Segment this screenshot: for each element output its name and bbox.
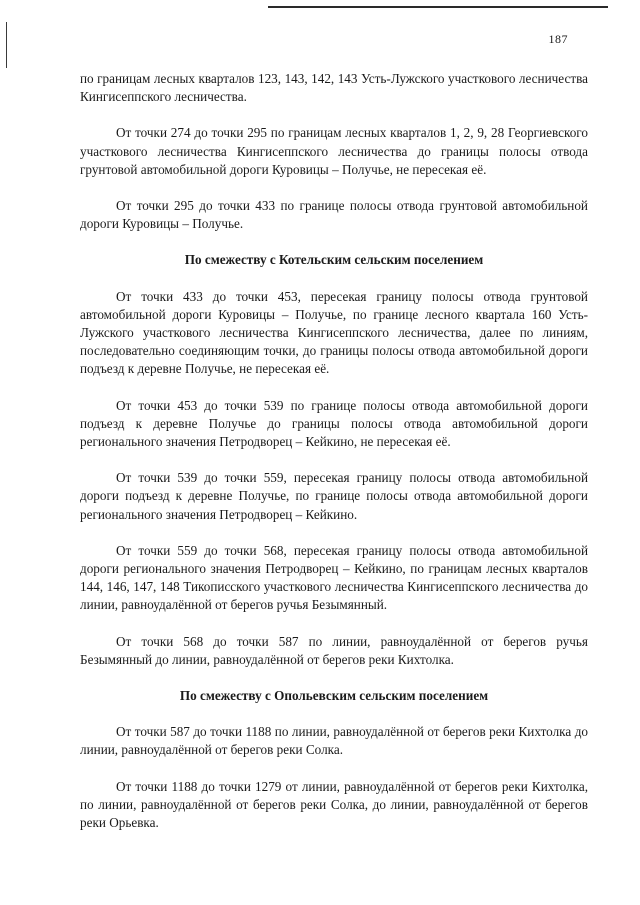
paragraph: От точки 295 до точки 433 по границе полосы отвода грунтовой автомобильной дороги Куровицы – Получье. [80, 198, 588, 232]
paragraph: по границам лесных кварталов 123, 143, 142, 143 Усть-Лужского участкового лесничества Кингисеппского лесничества. [80, 71, 588, 105]
section-heading: По смежеству с Опольевским сельским поселением [179, 688, 489, 704]
paragraph: От точки 587 до точки 1188 по линии, равноудалённой от берегов реки Кихтолка до линии, равноудалённой от берегов реки Солка. [80, 724, 588, 758]
scan-border-top [268, 6, 608, 8]
paragraph: От точки 1188 до точки 1279 от линии, равноудалённой от берегов реки Кихтолка, по линии, равноудалённой от берегов реки Солка, до линии, равноудалённой от берегов реки Орьевка. [80, 778, 588, 831]
scan-border-left [6, 22, 7, 68]
paragraph: От точки 274 до точки 295 по границам лесных кварталов 1, 2, 9, 28 Георгиевского участкового лесничества Кингисеппского лесничества до границы полосы отвода грунтовой автомобильной дороги Куровицы – Получье, не пересекая её. [80, 125, 588, 177]
paragraph: От точки 559 до точки 568, пересекая границу полосы отвода автомобильной дороги регионального значения Петродворец – Кейкино, по границам лесных кварталов 144, 146, 147, 148 Тикописского участкового лесничества Кингисеппского лесничества до линии, равноудалённой от берегов ручья Безымянный. [80, 542, 588, 613]
section-heading: По смежеству с Котельским сельским поселением [184, 252, 484, 268]
paragraph: От точки 568 до точки 587 по линии, равноудалённой от берегов ручья Безымянный до линии, равноудалённой от берегов реки Кихтолка. [80, 633, 588, 667]
paragraph: От точки 433 до точки 453, пересекая границу полосы отвода грунтовой автомобильной дороги Куровицы – Получье, по границе лесного квартала 160 Усть-Лужского участкового лесничества Кингисеппского лесничества, далее по линиям, последовательно соединяющим точки, до границы полосы отвода автомобильной дороги подъезд к деревне Получье, не пересекая её. [80, 288, 588, 377]
paragraph: От точки 539 до точки 559, пересекая границу полосы отвода автомобильной дороги подъезд к деревне Получье, по границе полосы отвода автомобильной дороги регионального значения Петродворец – Кейкино. [80, 470, 588, 522]
document-body [80, 70, 588, 850]
page-number: 187 [548, 32, 568, 46]
paragraph: От точки 453 до точки 539 по границе полосы отвода автомобильной дороги подъезд к деревне Получье до границы полосы отвода автомобильной дороги регионального значения Петродворец – Кейкино, не пересекая её. [80, 397, 588, 450]
